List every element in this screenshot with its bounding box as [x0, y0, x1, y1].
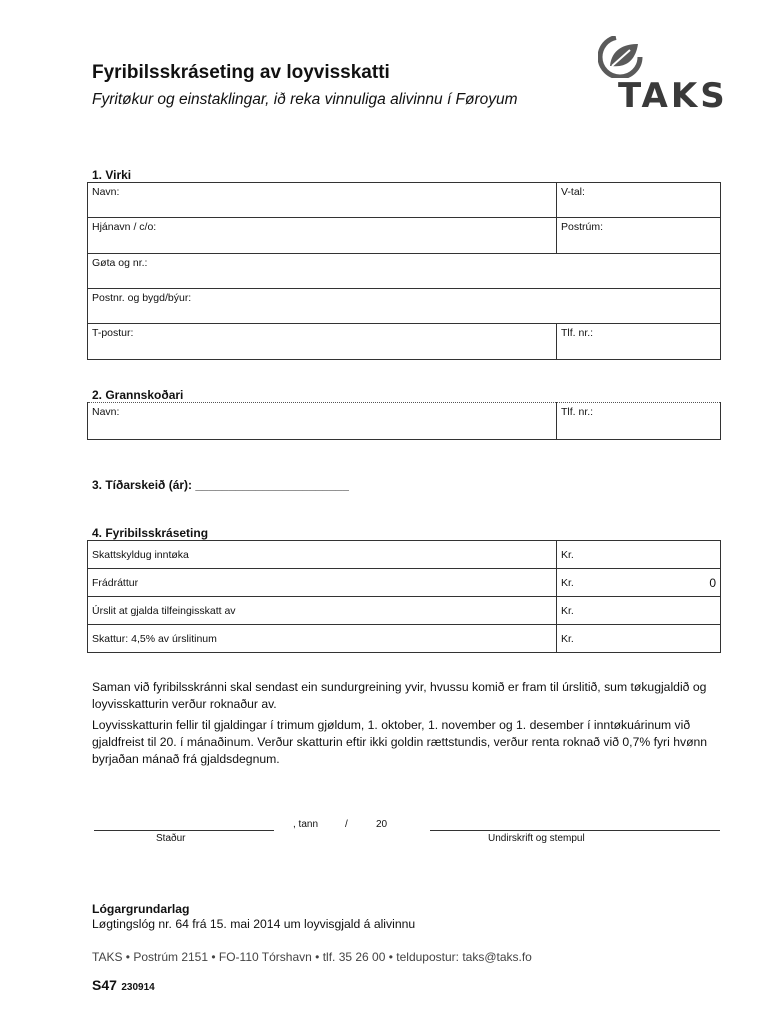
legal-heading: Lógargrundarlag: [92, 902, 190, 916]
tidarskeid-field[interactable]: 3. Tíðarskeið (ár): _______________________: [92, 478, 349, 492]
tlf-field[interactable]: Tlf. nr.:: [557, 324, 721, 360]
paragraph-sundurgreining: Saman við fyribilsskránni skal sendast ein sundurgreining yvir, hvussu komið er fram til úrslitið, sum tøkugjaldið og loyvisskatturin verður roknaður av.: [92, 680, 707, 711]
kr-field[interactable]: [557, 541, 721, 569]
section-grannskodari-heading: 2. Grannskoðari: [92, 388, 184, 402]
stadur-label: Staður: [156, 833, 186, 844]
vtal-field[interactable]: V-tal:: [557, 183, 721, 218]
tpostur-field[interactable]: T-postur:: [88, 324, 557, 360]
kr-label: Kr.: [561, 633, 574, 645]
date-slash: /: [345, 819, 348, 830]
stadur-line[interactable]: [94, 830, 274, 831]
section-fyribils-heading: 4. Fyribilsskráseting: [92, 526, 209, 540]
page-title: Fyribilsskráseting av loyvisskatti: [92, 62, 390, 83]
kr-value: 0: [709, 576, 716, 590]
postrum-field[interactable]: Postrúm:: [557, 218, 721, 254]
undirskrift-label: Undirskrift og stempul: [488, 833, 585, 844]
kr-label: Kr.: [561, 605, 574, 617]
navn-field[interactable]: Navn:: [88, 183, 557, 218]
logo-text: TAKS: [618, 76, 728, 116]
kr-label: Kr.: [561, 549, 574, 561]
row-label: Frádráttur: [88, 569, 557, 597]
grannskodari-tlf-field[interactable]: Tlf. nr.:: [557, 403, 721, 440]
form-code: S47: [92, 977, 117, 993]
signature-line[interactable]: [430, 830, 720, 831]
kr-label: Kr.: [561, 577, 574, 589]
grannskodari-table: [87, 402, 721, 440]
form-version: 230914: [121, 982, 155, 993]
kr-field[interactable]: [557, 569, 721, 597]
form-code-block: [92, 977, 155, 995]
postnr-field[interactable]: Postnr. og bygd/býur:: [88, 289, 721, 324]
contact-line: TAKS • Postrúm 2151 • FO-110 Tórshavn • tlf. 35 26 00 • teldupostur: taks@taks.fo: [92, 950, 532, 964]
year-prefix: 20: [376, 819, 388, 830]
page-subtitle: Fyritøkur og einstaklingar, ið reka vinnuliga alivinnu í Føroyum: [92, 91, 518, 108]
fyribils-table: [87, 540, 721, 653]
kr-field[interactable]: [557, 597, 721, 625]
kr-field[interactable]: [557, 625, 721, 653]
tann-text: , tann: [293, 819, 319, 830]
legal-text: Løgtingslóg nr. 64 frá 15. mai 2014 um loyvisgjald á alivinnu: [92, 917, 416, 931]
paragraph-gjalding: Loyvisskatturin fellir til gjaldingar í trimum gjøldum, 1. oktober, 1. november og 1. desember í inntøkuárinum við gjaldfreist til 20. í mánaðinum. Verður skatturin eftir ikki goldin rættstundis, verður renta roknað við 0,7% fyri hvønn byrjaðan mánað frá gjaldsdegnum.: [92, 718, 708, 766]
row-label: Skattskyldug inntøka: [88, 541, 557, 569]
virki-table: [87, 182, 721, 360]
section-virki-heading: 1. Virki: [92, 168, 132, 182]
taks-logo: [596, 36, 736, 116]
hjanavn-field[interactable]: Hjánavn / c/o:: [88, 218, 557, 254]
row-label: Skattur: 4,5% av úrslitinum: [88, 625, 557, 653]
leaf-icon: [598, 36, 648, 78]
row-label: Úrslit at gjalda tilfeingisskatt av: [88, 597, 557, 625]
gota-field[interactable]: Gøta og nr.:: [88, 254, 721, 289]
grannskodari-navn-field[interactable]: Navn:: [88, 403, 557, 440]
